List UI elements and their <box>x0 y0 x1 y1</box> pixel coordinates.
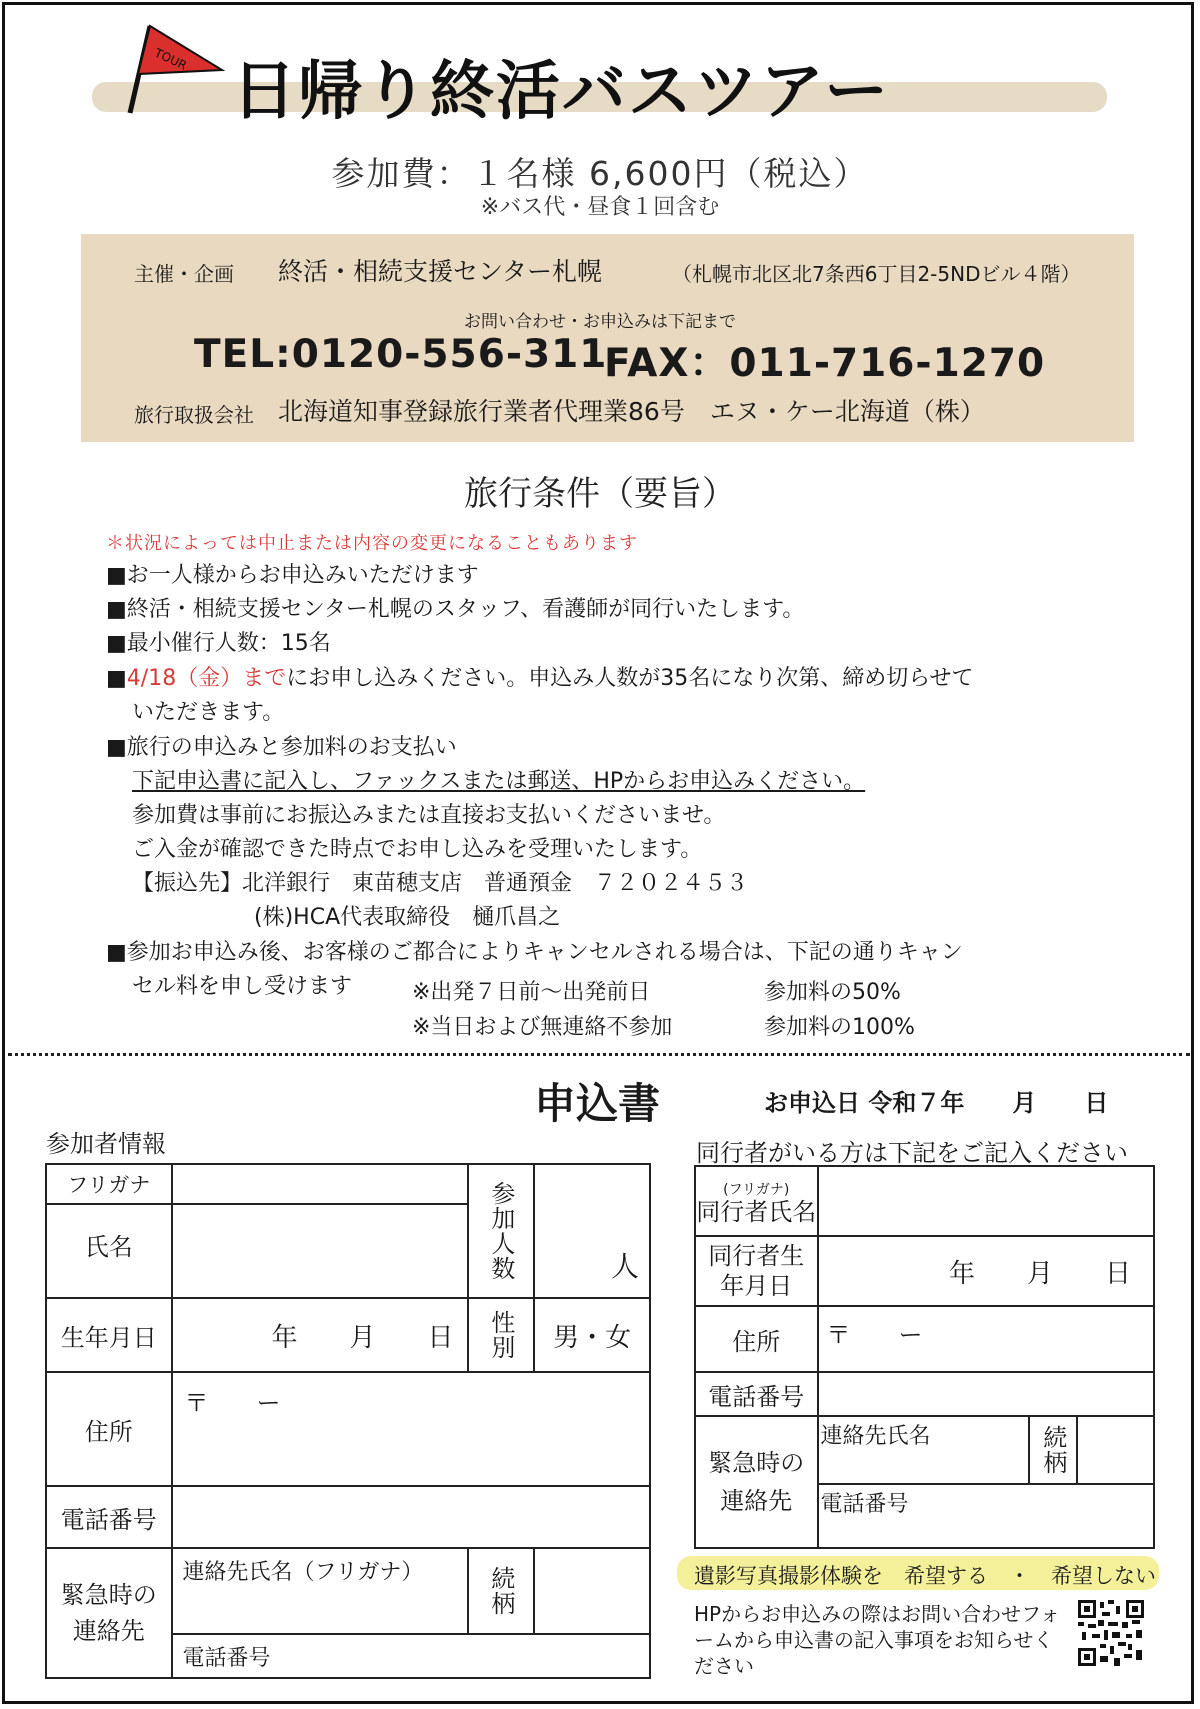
organizer-label: 主催・企画 <box>134 262 234 286</box>
gender-label-cell <box>468 1298 534 1372</box>
relation-label: 続柄 <box>486 1566 515 1616</box>
emergency-phone-input[interactable] <box>172 1634 650 1678</box>
relation-label-cell <box>468 1548 534 1634</box>
deadline: 4/18（金）まで <box>126 666 287 691</box>
condition-line-4-cont: いただきます。 <box>132 700 285 725</box>
condition-line-2: ■終活・相続支援センター札幌のスタッフ、看護師が同行いたします。 <box>106 597 805 622</box>
account-holder: (株)HCA代表取締役 樋爪昌之 <box>254 905 561 930</box>
conditions-title: 旅行条件（要旨） <box>464 474 736 514</box>
count-label: 参加人数 <box>486 1181 515 1281</box>
name-input[interactable] <box>172 1204 469 1298</box>
address-label: 住所 <box>46 1372 172 1486</box>
cancel-fee-2-when: ※当日および無連絡不参加 <box>412 1015 673 1040</box>
companion-contact-phone-input[interactable] <box>818 1484 1155 1548</box>
address-input[interactable] <box>172 1372 650 1486</box>
dob-label: 生年月日 <box>46 1298 172 1372</box>
page-title: 日帰り終活バスツアー <box>232 55 891 129</box>
phone-input[interactable] <box>172 1486 650 1548</box>
gender-label: 性別 <box>486 1310 515 1360</box>
emergency-name-label: 連絡先氏名（フリガナ） <box>182 1560 424 1585</box>
condition-line-7: 参加費は事前にお振込みまたは直接お支払いくださいませ。 <box>132 803 726 828</box>
companion-contact-name-input[interactable] <box>818 1416 1030 1484</box>
bullet: ■ <box>106 666 127 691</box>
bank-account: 【振込先】北洋銀行 東苗穂支店 普通預金 ７２０２４５３ <box>132 871 749 896</box>
dob-input[interactable] <box>172 1298 469 1372</box>
fax-number: FAX：011-716-1270 <box>604 341 1046 386</box>
qr-code-icon[interactable] <box>1078 1600 1144 1666</box>
companion-name-label-cell <box>695 1166 818 1236</box>
relation-input[interactable] <box>534 1548 650 1634</box>
condition-line-1: ■お一人様からお申込みいただけます <box>106 563 479 588</box>
cancel-fee-1-when: ※出発７日前～出発前日 <box>412 980 651 1005</box>
hp-note: HPからお申込みの際はお問い合わせフォームから申込書の記入事項をお知らせください <box>694 1602 1061 1678</box>
companion-dob-units: 年 月 日 <box>948 1258 1131 1289</box>
gender-select[interactable]: 男・女 <box>534 1298 650 1372</box>
application-date[interactable]: お申込日 令和７年 月 日 <box>764 1089 1109 1117</box>
photo-option[interactable]: 遺影写真撮影体験を 希望する ・ 希望しない <box>694 1564 1156 1588</box>
flag-text: TOUR <box>152 45 189 73</box>
furigana-input[interactable] <box>172 1164 469 1204</box>
deadline-text: にお申し込みください。申込み人数が35名になり次第、締め切らせて <box>286 666 974 691</box>
companion-postal-mark: 〒 ー <box>826 1321 923 1349</box>
condition-line-4 <box>106 661 974 692</box>
contact-note: お問い合わせ・お申込みは下記まで <box>464 312 736 332</box>
companion-contact-name-label: 連絡先氏名 <box>820 1424 931 1449</box>
agency-name: 北海道知事登録旅行業者代理業86号 エヌ・ケー北海道（株） <box>278 397 985 426</box>
companion-address-label: 住所 <box>695 1306 818 1372</box>
companion-phone-label: 電話番号 <box>695 1372 818 1416</box>
fee-note: ※バス代・昼食１回含む <box>480 195 720 220</box>
companion-name-input[interactable] <box>818 1166 1155 1236</box>
condition-line-8: ご入金が確認できた時点でお申し込みを受理いたします。 <box>132 837 703 862</box>
emergency-name-input[interactable] <box>172 1548 469 1634</box>
companion-relation-label-cell <box>1029 1416 1077 1484</box>
postal-mark: 〒 ー <box>184 1389 281 1417</box>
companion-emergency-label: 緊急時の連絡先 <box>695 1416 818 1548</box>
organizer-address: （札幌市北区北7条西6丁目2-5NDビル４階） <box>672 262 1081 286</box>
tour-flag-icon <box>118 18 228 118</box>
companion-dob-label: 同行者生年月日 <box>695 1236 818 1306</box>
participant-form <box>45 1163 651 1679</box>
form-title: 申込書 <box>534 1079 661 1128</box>
condition-line-12: セル料を申し受けます <box>132 974 353 999</box>
cancel-fee-2: 参加料の100% <box>764 1015 915 1040</box>
companion-name-label: 同行者氏名 <box>696 1198 817 1226</box>
tel-number[interactable]: TEL:0120-556-311 <box>194 332 608 377</box>
participation-fee: 参加費：１名様 6,600円（税込） <box>331 154 869 193</box>
phone-label: 電話番号 <box>46 1486 172 1548</box>
name-label: 氏名 <box>46 1204 172 1298</box>
conditions-warning: ＊状況によっては中止または内容の変更になることもあります <box>106 533 638 554</box>
count-unit: 人 <box>610 1250 639 1283</box>
condition-line-5: ■旅行の申込みと参加料のお支払い <box>106 735 457 760</box>
condition-line-11: ■参加お申込み後、お客様のご都合によりキャンセルされる場合は、下記の通りキャン <box>106 940 963 965</box>
organizer-name: 終活・相続支援センター札幌 <box>278 257 603 286</box>
agency-label: 旅行取扱会社 <box>134 403 254 427</box>
emergency-phone-label: 電話番号 <box>182 1645 271 1671</box>
furigana-label: フリガナ <box>46 1164 172 1204</box>
companion-contact-phone-label: 電話番号 <box>820 1492 909 1517</box>
count-label-cell <box>468 1164 534 1298</box>
companion-relation-input[interactable] <box>1077 1416 1154 1484</box>
participant-heading: 参加者情報 <box>46 1130 166 1158</box>
condition-line-3: ■最小催行人数：15名 <box>106 631 331 656</box>
companion-heading: 同行者がいる方は下記をご記入ください <box>696 1139 1128 1167</box>
condition-line-6: 下記申込書に記入し、ファックスまたは郵送、HPからお申込みください。 <box>132 769 866 794</box>
companion-dob-input[interactable] <box>818 1236 1155 1306</box>
companion-relation-label: 続柄 <box>1038 1425 1067 1475</box>
cut-line <box>8 1053 1190 1056</box>
emergency-label: 緊急時の連絡先 <box>46 1548 172 1678</box>
companion-phone-input[interactable] <box>818 1372 1155 1416</box>
cancel-fee-1: 参加料の50% <box>764 980 901 1005</box>
companion-furigana-label: (フリガナ) <box>723 1182 790 1198</box>
companion-form <box>694 1165 1155 1549</box>
count-input[interactable] <box>534 1164 650 1298</box>
companion-address-input[interactable] <box>818 1306 1155 1372</box>
dob-units: 年 月 日 <box>271 1322 454 1353</box>
